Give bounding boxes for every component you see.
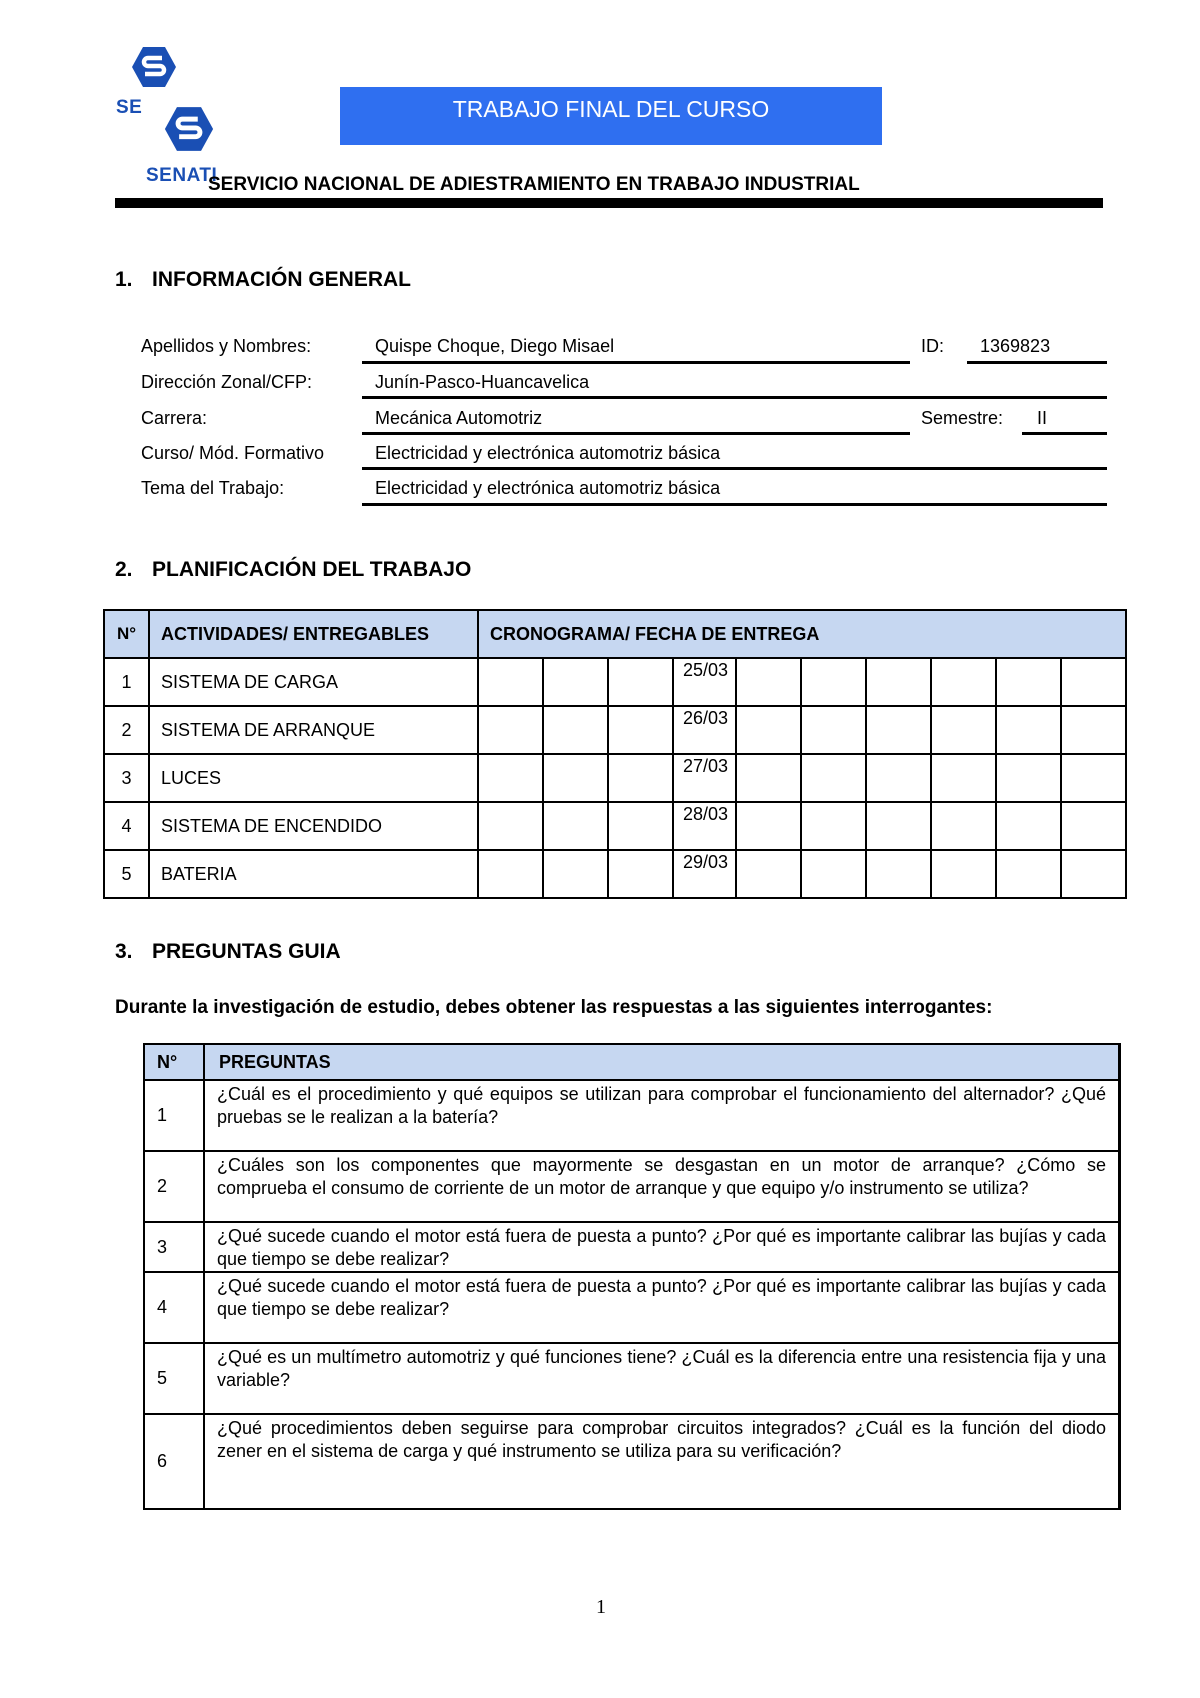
- schedule-cell: [608, 850, 673, 898]
- schedule-cell: [543, 754, 608, 802]
- schedule-cell: [866, 706, 931, 754]
- schedule-cell: [478, 850, 543, 898]
- schedule-cell: [866, 802, 931, 850]
- schedule-cell: [931, 802, 996, 850]
- question-text: ¿Qué procedimientos deben seguirse para comprobar circuitos integrados? ¿Cuál es la función del diodo zener en el sistema de carga y qué instrumento se utiliza para su verificación?: [204, 1414, 1120, 1509]
- field-value-curso: Electricidad y electrónica automotriz básica: [375, 443, 721, 463]
- schedule-cell: [801, 658, 866, 706]
- question-num: 6: [144, 1414, 204, 1509]
- section-number: 2.: [115, 558, 133, 581]
- schedule-cell: [608, 754, 673, 802]
- schedule-cell: [801, 706, 866, 754]
- col-header-schedule: CRONOGRAMA/ FECHA DE ENTREGA: [478, 610, 1126, 658]
- senati-logo-top: [131, 46, 177, 88]
- semestre-underline: [1022, 432, 1107, 435]
- field-value-carrera: Mecánica Automotriz: [375, 408, 543, 428]
- schedule-cell: [996, 802, 1061, 850]
- section-heading: INFORMACIÓN GENERAL: [152, 268, 411, 291]
- schedule-cell: [736, 754, 801, 802]
- schedule-cell: [931, 754, 996, 802]
- row-date: 26/03: [673, 706, 736, 754]
- document-title: TRABAJO FINAL DEL CURSO: [340, 87, 882, 145]
- questions-intro: Durante la investigación de estudio, debes obtener las respuestas a las siguientes interrogantes:: [115, 997, 993, 1018]
- table-row: [144, 1151, 1120, 1222]
- section-heading: PLANIFICACIÓN DEL TRABAJO: [152, 558, 472, 581]
- semestre-label: Semestre:: [921, 408, 1004, 428]
- schedule-cell: [996, 706, 1061, 754]
- schedule-cell: [736, 850, 801, 898]
- schedule-cell: [736, 658, 801, 706]
- field-underline: [362, 396, 1107, 399]
- schedule-cell: [931, 658, 996, 706]
- schedule-cell: [478, 802, 543, 850]
- table-row: [144, 1343, 1120, 1414]
- schedule-cell: [801, 754, 866, 802]
- col-header-activities: ACTIVIDADES/ ENTREGABLES: [149, 610, 478, 658]
- row-activity: SISTEMA DE CARGA: [149, 658, 478, 706]
- schedule-cell: [801, 850, 866, 898]
- schedule-cell: [608, 658, 673, 706]
- field-label-carrera: Carrera:: [141, 408, 208, 428]
- row-activity: BATERIA: [149, 850, 478, 898]
- row-activity: LUCES: [149, 754, 478, 802]
- schedule-cell: [543, 706, 608, 754]
- id-value: 1369823: [980, 336, 1051, 356]
- field-value-nombres: Quispe Choque, Diego Misael: [375, 336, 615, 356]
- field-label-curso: Curso/ Mód. Formativo: [141, 443, 325, 463]
- section-3-title: [115, 940, 341, 964]
- schedule-cell: [801, 802, 866, 850]
- row-date: 27/03: [673, 754, 736, 802]
- table-header-row: [144, 1044, 1120, 1080]
- field-label-tema: Tema del Trabajo:: [141, 478, 285, 498]
- schedule-cell: [608, 802, 673, 850]
- field-underline: [362, 467, 1107, 470]
- semestre-value: II: [1037, 408, 1048, 428]
- planning-table: [103, 609, 1127, 899]
- schedule-cell: [543, 658, 608, 706]
- row-date: 28/03: [673, 802, 736, 850]
- row-num: 4: [104, 802, 149, 850]
- id-label: ID:: [921, 336, 945, 356]
- schedule-cell: [543, 850, 608, 898]
- row-num: 1: [104, 658, 149, 706]
- schedule-cell: [736, 802, 801, 850]
- schedule-cell: [996, 850, 1061, 898]
- row-date: 25/03: [673, 658, 736, 706]
- schedule-cell: [736, 706, 801, 754]
- row-num: 2: [104, 706, 149, 754]
- table-row: [104, 658, 1126, 706]
- question-text: ¿Cuál es el procedimiento y qué equipos se utilizan para comprobar el funcionamiento del alternador? ¿Qué pruebas se le realizan a la batería?: [204, 1080, 1120, 1151]
- schedule-cell: [478, 658, 543, 706]
- questions-table: [143, 1043, 1121, 1510]
- question-text: ¿Cuáles son los componentes que mayormente se desgastan en un motor de arranque? ¿Cómo se comprueba el consumo de corriente de un motor de arranque y que equipo y/o instrumento se utiliza?: [204, 1151, 1120, 1222]
- field-label-direccion: Dirección Zonal/CFP:: [141, 372, 313, 392]
- col-header-num: N°: [104, 610, 149, 658]
- schedule-cell: [543, 802, 608, 850]
- schedule-cell: [1061, 658, 1126, 706]
- schedule-cell: [931, 706, 996, 754]
- schedule-cell: [996, 658, 1061, 706]
- table-row: [104, 850, 1126, 898]
- senati-logo: [163, 106, 215, 152]
- question-num: 5: [144, 1343, 204, 1414]
- row-date: 29/03: [673, 850, 736, 898]
- row-activity: SISTEMA DE ENCENDIDO: [149, 802, 478, 850]
- field-underline: [362, 432, 910, 435]
- table-row: [144, 1080, 1120, 1151]
- question-num: 1: [144, 1080, 204, 1151]
- section-heading: PREGUNTAS GUIA: [152, 940, 341, 963]
- table-row: [104, 754, 1126, 802]
- section-number: 1.: [115, 268, 133, 291]
- col-header-num: N°: [144, 1044, 204, 1080]
- row-num: 5: [104, 850, 149, 898]
- section-2-title: [115, 558, 471, 582]
- table-row: [144, 1272, 1120, 1343]
- field-label-nombres: Apellidos y Nombres:: [141, 336, 312, 356]
- id-underline: [967, 361, 1107, 364]
- row-num: 3: [104, 754, 149, 802]
- table-row: [144, 1222, 1120, 1272]
- schedule-cell: [996, 754, 1061, 802]
- table-row: [104, 802, 1126, 850]
- schedule-cell: [1061, 706, 1126, 754]
- question-num: 3: [144, 1222, 204, 1272]
- schedule-cell: [866, 850, 931, 898]
- row-activity: SISTEMA DE ARRANQUE: [149, 706, 478, 754]
- page-number: 1: [596, 1596, 606, 1618]
- logo-text-top: SE: [116, 97, 143, 118]
- section-number: 3.: [115, 940, 133, 963]
- section-1-title: [115, 268, 411, 292]
- table-header-row: [104, 610, 1126, 658]
- schedule-cell: [1061, 850, 1126, 898]
- question-text: ¿Qué es un multímetro automotriz y qué funciones tiene? ¿Cuál es la diferencia entre una resistencia fija y una variable?: [204, 1343, 1120, 1414]
- schedule-cell: [478, 706, 543, 754]
- schedule-cell: [1061, 754, 1126, 802]
- schedule-cell: [478, 754, 543, 802]
- schedule-cell: [866, 754, 931, 802]
- field-underline: [362, 361, 910, 364]
- schedule-cell: [866, 658, 931, 706]
- question-text: ¿Qué sucede cuando el motor está fuera de puesta a punto? ¿Por qué es importante calibrar las bujías y cada que tiempo se debe realizar?: [204, 1222, 1120, 1272]
- field-value-tema: Electricidad y electrónica automotriz básica: [375, 478, 721, 498]
- header-divider: [115, 198, 1103, 208]
- logo-text: SENATI: [146, 165, 218, 186]
- field-value-direccion: Junín-Pasco-Huancavelica: [375, 372, 590, 392]
- field-underline: [362, 503, 1107, 506]
- table-row: [144, 1414, 1120, 1509]
- table-row: [104, 706, 1126, 754]
- question-text: ¿Qué sucede cuando el motor está fuera de puesta a punto? ¿Por qué es importante calibrar las bujías y cada que tiempo se debe realizar?: [204, 1272, 1120, 1343]
- schedule-cell: [931, 850, 996, 898]
- institution-name: SERVICIO NACIONAL DE ADIESTRAMIENTO EN TRABAJO INDUSTRIAL: [208, 174, 860, 195]
- col-header-questions: PREGUNTAS: [204, 1044, 1120, 1080]
- question-num: 4: [144, 1272, 204, 1343]
- schedule-cell: [608, 706, 673, 754]
- schedule-cell: [1061, 802, 1126, 850]
- question-num: 2: [144, 1151, 204, 1222]
